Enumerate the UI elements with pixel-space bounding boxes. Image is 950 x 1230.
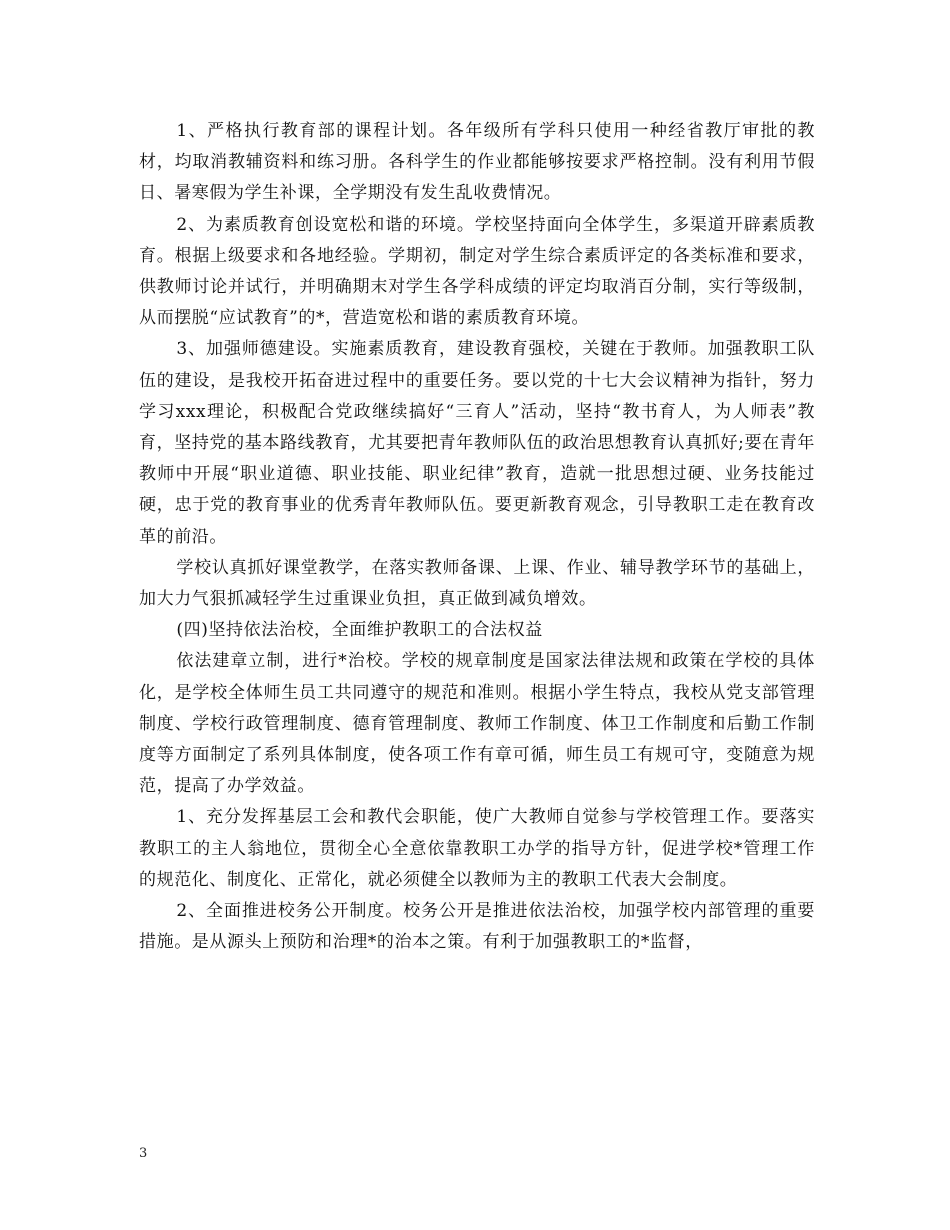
paragraph-rules-regulations: 依法建章立制，进行*治校。学校的规章制度是国家法律法规和政策在学校的具体化，是学校全体师生员工共同遵守的规范和准则。根据小学生特点，我校从党支部管理制度、学校行政管理制度、德育管理制度、教师工作制度、体卫工作制度和后勤工作制度等方面制定了系列具体制度，使各项工作有章可循，师生员工有规可守，变随意为规范，提高了办学效益。 <box>139 651 815 797</box>
section-heading-rule-of-law: (四)坚持依法治校，全面维护教职工的合法权益 <box>176 620 543 641</box>
document-body <box>139 116 815 958</box>
paragraph-school-affairs-disclosure: 2、全面推进校务公开制度。校务公开是推进依法治校，加强学校内部管理的重要措施。是从源头上预防和治理*的治本之策。有利于加强教职工的*监督， <box>139 901 815 953</box>
paragraph-classroom-teaching: 学校认真抓好课堂教学，在落实教师备课、上课、作业、辅导教学环节的基础上，加大力气狠抓减轻学生过重课业负担，真正做到减负增效。 <box>139 557 815 610</box>
paragraph-quality-education: 2、为素质教育创设宽松和谐的环境。学校坚持面向全体学生，多渠道开辟素质教育。根据上级要求和各地经验。学期初，制定对学生综合素质评定的各类标准和要求，供教师讨论并试行，并明确期末对学生各学科成绩的评定均取消百分制，实行等级制，从而摆脱“应试教育”的*，营造宽松和谐的素质教育环境。 <box>139 214 815 329</box>
paragraph-teacher-ethics: 3、加强师德建设。实施素质教育，建设教育强校，关键在于教师。加强教职工队伍的建设，是我校开拓奋进过程中的重要任务。要以党的十七大会议精神为指针，努力学习xxx理论，积极配合党政继续搞好“三育人”活动，坚持“教书育人，为人师表”教育，坚持党的基本路线教育，尤其要把青年教师队伍的政治思想教育认真抓好;要在青年教师中开展“职业道德、职业技能、职业纪律”教育，造就一批思想过硬、业务技能过硬，忠于党的教育事业的优秀青年教师队伍。要更新教育观念，引导教职工走在教育改革的前沿。 <box>139 339 815 547</box>
paragraph-union-congress: 1、充分发挥基层工会和教代会职能，使广大教师自觉参与学校管理工作。要落实教职工的主人翁地位，贯彻全心全意依靠教职工办学的指导方针，促进学校*管理工作的规范化、制度化、正常化，就必须健全以教师为主的教职工代表大会制度。 <box>139 807 815 890</box>
page-number: 3 <box>139 1146 148 1161</box>
paragraph-curriculum-plan: 1、严格执行教育部的课程计划。各年级所有学科只使用一种经省教厅审批的教材，均取消教辅资料和练习册。各科学生的作业都能够按要求严格控制。没有利用节假日、暑寒假为学生补课，全学期没有发生乱收费情况。 <box>139 121 815 204</box>
